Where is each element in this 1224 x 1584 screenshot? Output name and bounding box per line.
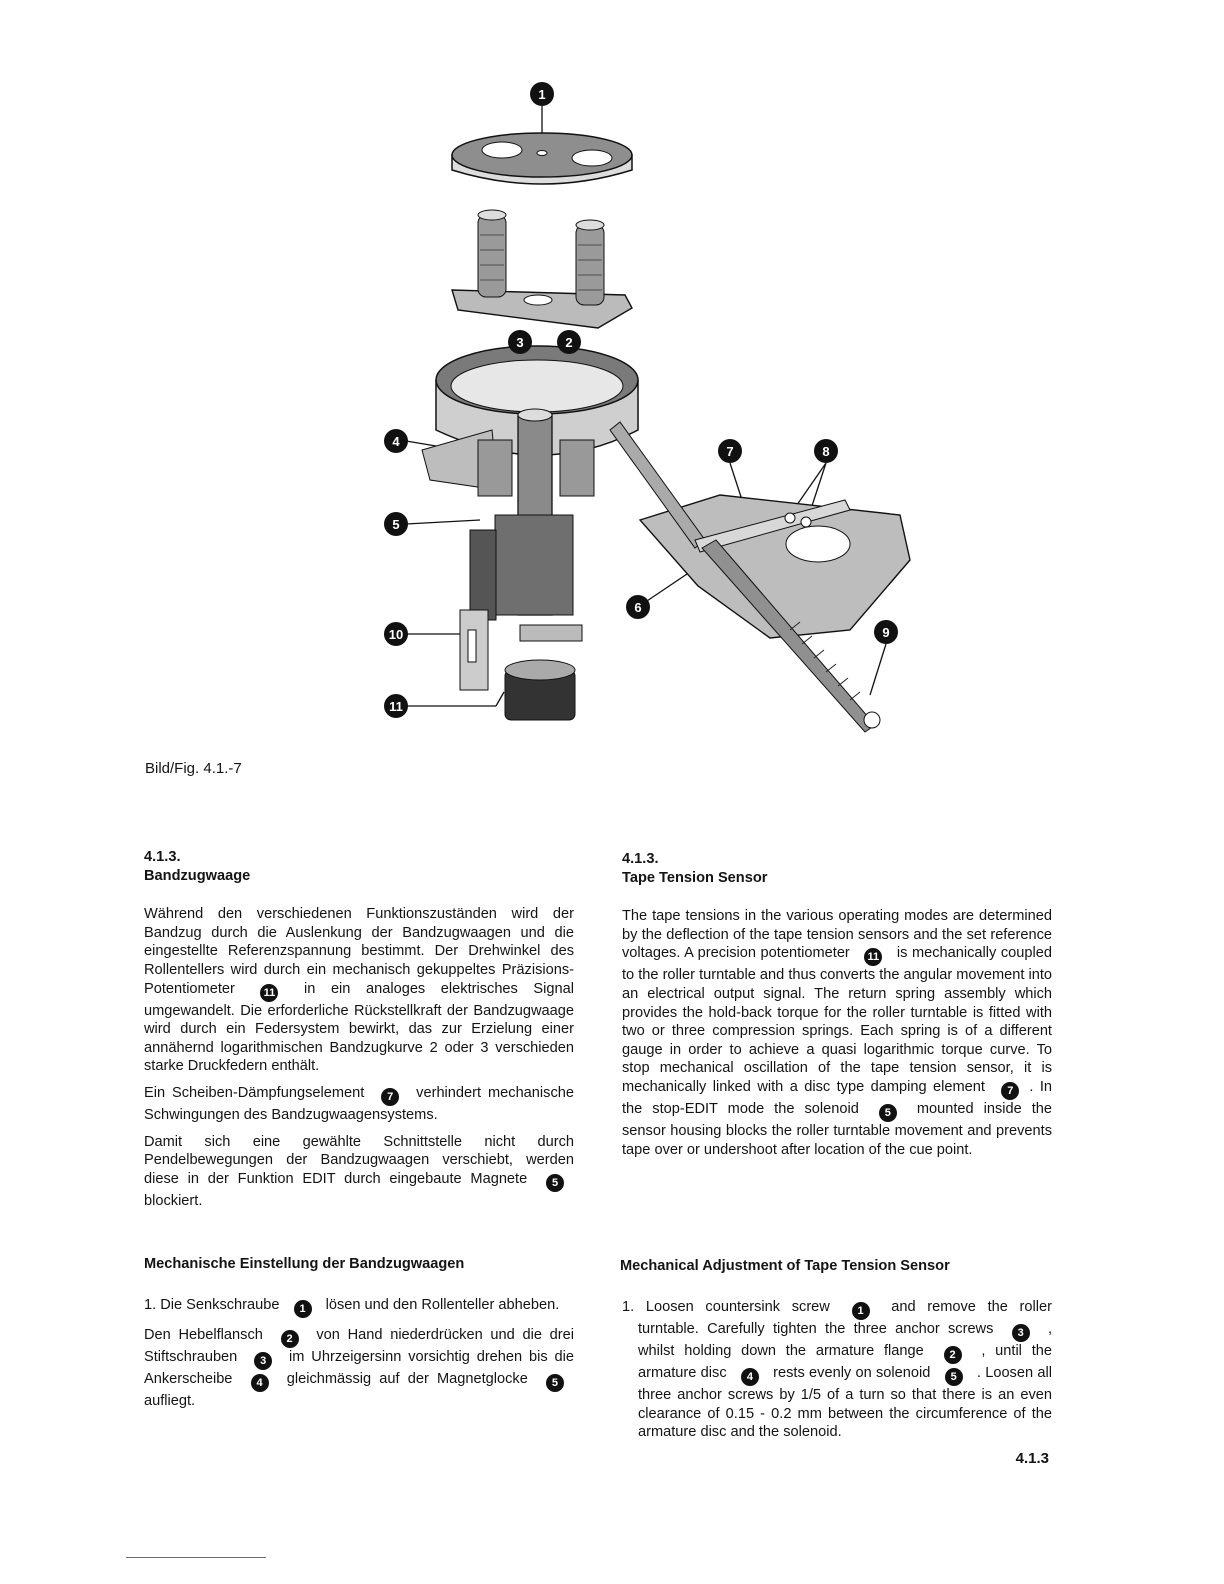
step-en-1c: , whilst holding down the armature flange	[638, 1321, 1052, 1359]
ref-badge-4-en: 4	[741, 1368, 759, 1386]
svg-text:8: 8	[822, 444, 830, 459]
ref-badge-3-en: 3	[1012, 1324, 1030, 1342]
svg-text:4: 4	[392, 434, 400, 449]
text-en-1c: . In the stop-EDIT mode the solenoid	[622, 1078, 1053, 1117]
paragraph-de-3	[144, 1133, 574, 1211]
text-de-1a: Während den verschiedenen Funktionszuständen wird der Bandzug durch die Auslenkung der Bandzugwaagen und die eingestellte Referenzspannung bestimmt. Der Drehwinkel des Rollentellers wird durch ein mechanisch gekuppeltes Präzisions-Potentiometer	[144, 906, 574, 997]
step-de-1b: lösen und den Rollenteller abheben.	[325, 1297, 560, 1313]
section-title-en: Tape Tension Sensor	[622, 869, 768, 886]
footer-rule	[126, 1557, 266, 1558]
potentiometer-assembly	[460, 610, 582, 720]
step-de-2d: gleichmässig auf der Magnetglocke	[286, 1371, 528, 1387]
callout-3	[508, 330, 532, 354]
text-en-1b: is mechanically coupled to the roller turntable and thus converts the angular movement into an electrical output signal. The return spring assembly which provides the hold-back torque for the roller turntable is fitted with two or three compression springs. Each spring is of a different gauge in order to achieve a quasi logarithmic torque curve. To stop mechanical oscillation of the tape tension sensor, it is mechanically linked with a disc type damping element	[622, 945, 1052, 1095]
ref-badge-5c-en: 5	[945, 1368, 963, 1386]
ref-badge-1-en: 1	[852, 1302, 870, 1320]
section-number-de: 4.1.3.	[144, 849, 181, 865]
paragraph-de-1	[144, 905, 574, 1076]
step-en-1e: rests evenly on solenoid	[773, 1365, 931, 1381]
adjust-steps-en	[622, 1298, 1052, 1450]
callout-1	[530, 82, 554, 106]
svg-text:1: 1	[538, 87, 546, 102]
callout-9	[874, 620, 898, 644]
step-1-de	[144, 1296, 574, 1318]
ref-badge-2-en: 2	[944, 1346, 962, 1364]
section-title-de: Bandzugwaage	[144, 867, 251, 884]
adjust-steps-de	[144, 1296, 574, 1419]
figure-caption: Bild/Fig. 4.1.-7	[145, 760, 242, 777]
step-en-1f: . Loosen all three anchor screws by 1/5 of a turn so that there is an even clearance of 0.15 - 0.2 mm between the circumference of the armature disc and the solenoid.	[638, 1365, 1052, 1441]
text-de-2b: verhindert mechanische Schwingungen des Bandzugwaagensystems.	[144, 1084, 574, 1123]
adjust-heading-de: Mechanische Einstellung der Bandzugwaagen	[144, 1256, 465, 1272]
text-en-1a: The tape tensions in the various operating modes are determined by the deflection of the tape tension sensors and the set reference voltages. A precision potentiometer	[622, 908, 1052, 962]
step-de-2c: im Uhrzeigersinn vorsichtig drehen bis die Ankerscheibe	[144, 1349, 575, 1387]
svg-text:11: 11	[389, 699, 403, 714]
step-de-2b: von Hand niederdrücken und die drei Stiftschrauben	[144, 1327, 575, 1365]
paragraph-en-1	[622, 907, 1052, 1159]
ref-badge-5-en: 5	[879, 1104, 897, 1122]
ref-badge-2: 2	[281, 1330, 299, 1348]
ref-badge-7: 7	[381, 1088, 399, 1106]
step-1-en	[622, 1298, 1052, 1442]
german-section	[144, 848, 574, 1218]
step-de-2a: Den Hebelflansch	[144, 1327, 263, 1343]
ref-badge-11-en: 11	[864, 948, 882, 966]
callout-8	[814, 439, 838, 463]
text-de-2a: Ein Scheiben-Dämpfungselement	[144, 1084, 365, 1101]
callout-10	[384, 622, 408, 646]
step-en-1b: and remove the roller turntable. Carefully tighten the three anchor screws	[638, 1299, 1052, 1337]
armature-flange	[452, 210, 632, 328]
step-1-continued-de	[144, 1326, 574, 1411]
svg-text:7: 7	[726, 444, 734, 459]
roller-turntable-disc	[452, 133, 632, 184]
text-de-3b: blockiert.	[144, 1192, 203, 1209]
ref-badge-7-en: 7	[1001, 1082, 1019, 1100]
exploded-view-figure	[370, 70, 930, 750]
step-en-1d: , until the armature disc	[638, 1343, 1052, 1381]
callout-11	[384, 694, 408, 718]
section-number-en: 4.1.3.	[622, 851, 659, 867]
callout-2	[557, 330, 581, 354]
ref-badge-3: 3	[254, 1352, 272, 1370]
svg-text:9: 9	[882, 625, 890, 640]
ref-badge-5: 5	[546, 1174, 564, 1192]
text-de-1b: in ein analoges elektrisches Signal umgewandelt. Die erforderliche Rückstellkraft der Bandzugwaage wird durch ein Federsystem bewirkt, das zur Erzielung einer annähernd logarithmischen Bandzugkurve 2 oder 3 verschieden starke Druckfedern enthält.	[144, 980, 574, 1075]
svg-text:3: 3	[516, 335, 524, 350]
callout-6	[626, 595, 650, 619]
callout-5	[384, 512, 408, 536]
english-section	[622, 850, 1052, 1167]
ref-badge-5b: 5	[546, 1374, 564, 1392]
step-de-1a: 1. Die Senkschraube	[144, 1297, 280, 1313]
page-number: 4.1.3	[1015, 1450, 1049, 1467]
paragraph-de-2	[144, 1084, 574, 1125]
svg-text:6: 6	[634, 600, 642, 615]
ref-badge-1: 1	[294, 1300, 312, 1318]
ref-badge-11: 11	[260, 984, 278, 1002]
lever-and-base-plate	[610, 422, 910, 732]
step-en-1a: 1. Loosen countersink screw	[622, 1299, 830, 1315]
text-de-3a: Damit sich eine gewählte Schnittstelle nicht durch Pendelbewegungen der Bandzugwaagen verschiebt, werden diese in der Funktion EDIT durch eingebaute Magnete	[144, 1133, 574, 1187]
text-en-1d: mounted inside the sensor housing blocks the roller turntable movement and prevents tape over or undershoot after location of the cue point.	[622, 1100, 1052, 1158]
ref-badge-4: 4	[251, 1374, 269, 1392]
callout-7	[718, 439, 742, 463]
step-de-2e: aufliegt.	[144, 1393, 196, 1409]
svg-text:2: 2	[565, 335, 573, 350]
svg-text:5: 5	[392, 517, 400, 532]
svg-text:10: 10	[388, 627, 404, 642]
adjust-heading-en: Mechanical Adjustment of Tape Tension Sensor	[620, 1258, 950, 1274]
callout-4	[384, 429, 408, 453]
